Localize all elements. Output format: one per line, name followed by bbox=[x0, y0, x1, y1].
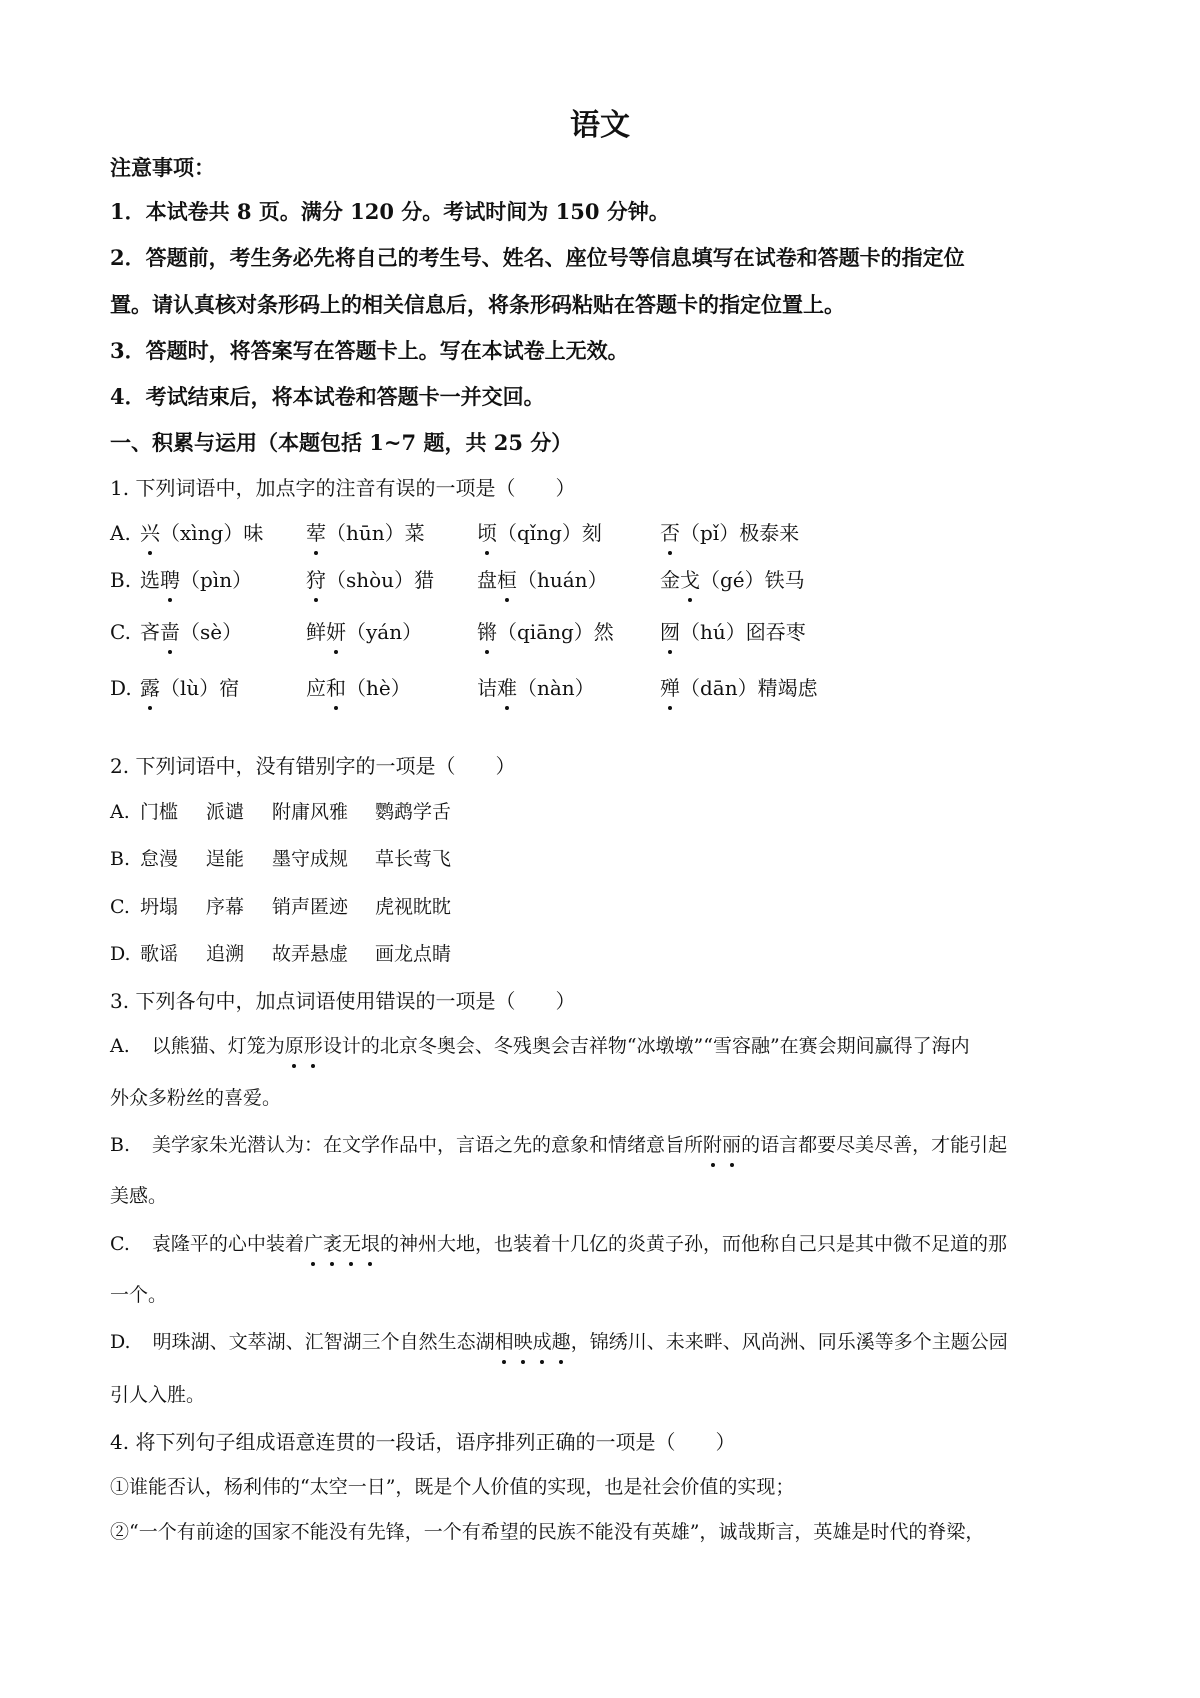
option-word: 顷（qǐng）刻 bbox=[477, 518, 602, 548]
option-label: A. bbox=[110, 801, 130, 823]
option-word: 附庸风雅 bbox=[272, 801, 349, 823]
notice-item-3: 3．答题时，将答案写在答题卡上。写在本试卷上无效。 bbox=[110, 338, 629, 363]
dotted-char bbox=[285, 1035, 323, 1057]
option-word: 画龙点睛 bbox=[375, 943, 452, 965]
option-word: 鲜妍（yán） bbox=[306, 617, 422, 647]
dotted-char: 戈 bbox=[680, 565, 700, 595]
section-heading: 一、积累与运用（本题包括 1~7 题，共 25 分） bbox=[110, 430, 573, 455]
option-label: B. bbox=[110, 1134, 131, 1156]
dotted-char: 荤 bbox=[306, 518, 326, 548]
dotted-char: 垠 bbox=[361, 1229, 380, 1259]
dotted-char: 啬 bbox=[160, 617, 180, 647]
q4-sentence-2: ②“一个有前途的国家不能没有先锋，一个有希望的民族不能没有英雄”，诚哉斯言，英雄是时代的脊梁， bbox=[110, 1521, 985, 1543]
option-word: 盘桓（huán） bbox=[477, 565, 608, 595]
option-word: 虎视眈眈 bbox=[375, 896, 452, 918]
dotted-char: 妍 bbox=[326, 617, 346, 647]
dotted-char: 映 bbox=[514, 1327, 533, 1357]
option-word: 草长莺飞 bbox=[375, 848, 452, 870]
q3-option-d[interactable]: D. 明珠湖、文萃湖、汇智湖三个自然生态湖相映成趣，锦绣川、未来畔、风尚洲、同乐溪等多个主题公园 bbox=[110, 1327, 1008, 1357]
q3-stem: 3. 下列各句中，加点词语使用错误的一项是（ ） bbox=[110, 989, 576, 1013]
option-label: D. bbox=[110, 943, 131, 965]
dotted-char: 丽 bbox=[722, 1130, 741, 1160]
option-word: 怠漫 bbox=[140, 848, 179, 870]
option-word: 故弄悬虚 bbox=[272, 943, 349, 965]
option-word: 金戈（gé）铁马 bbox=[660, 565, 805, 595]
dotted-char: 附 bbox=[703, 1130, 722, 1160]
q3-option-a[interactable]: A. 以熊猫、灯笼为原形设计的北京冬奥会、冬残奥会吉祥物“冰墩墩”“雪容融”在赛会期间赢得了海内 bbox=[110, 1031, 970, 1061]
option-word: 狩（shòu）猎 bbox=[306, 565, 434, 595]
dotted-char: 成 bbox=[533, 1327, 552, 1357]
q3-option-c-cont: 一个。 bbox=[110, 1284, 168, 1306]
dotted-word bbox=[285, 1035, 323, 1057]
option-label: A. bbox=[110, 521, 131, 545]
dotted-char: 锵 bbox=[477, 617, 497, 647]
q3-option-b[interactable]: B. 美学家朱光潜认为：在文学作品中，言语之先的意象和情绪意旨所附丽的语言都要尽美尽善，才能引起 bbox=[110, 1130, 1007, 1160]
option-word: 荤（hūn）菜 bbox=[306, 518, 425, 548]
dotted-word bbox=[304, 1233, 380, 1255]
dotted-char: 趣 bbox=[552, 1327, 571, 1357]
option-word: 诘难（nàn） bbox=[477, 673, 595, 703]
option-label: C. bbox=[110, 896, 130, 918]
q3-option-b-cont: 美感。 bbox=[110, 1185, 168, 1207]
option-word: 殚（dān）精竭虑 bbox=[660, 673, 818, 703]
option-word: 否（pǐ）极泰来 bbox=[660, 518, 799, 548]
dotted-word bbox=[703, 1134, 741, 1156]
q2-stem: 2. 下列词语中，没有错别字的一项是（ ） bbox=[110, 754, 516, 778]
notice-item-2: 2．答题前，考生务必先将自己的考生号、姓名、座位号等信息填写在试卷和答题卡的指定位 bbox=[110, 245, 965, 270]
option-word: 锵（qiāng）然 bbox=[477, 617, 614, 647]
option-label: C. bbox=[110, 620, 131, 644]
dotted-char: 聘 bbox=[160, 565, 180, 595]
notice-item-1: 1．本试卷共 8 页。满分 120 分。考试时间为 150 分钟。 bbox=[110, 199, 670, 224]
q4-stem: 4. 将下列句子组成语意连贯的一段话，语序排列正确的一项是（ ） bbox=[110, 1430, 736, 1454]
notice-item-2-cont: 置。请认真核对条形码上的相关信息后，将条形码粘贴在答题卡的指定位置上。 bbox=[110, 292, 845, 317]
option-word: 囫（hú）囵吞枣 bbox=[660, 617, 806, 647]
dotted-char: 兴 bbox=[140, 518, 160, 548]
dotted-char: 囫 bbox=[660, 617, 680, 647]
dotted-char: 顷 bbox=[477, 518, 497, 548]
q1-stem: 1. 下列词语中，加点字的注音有误的一项是（ ） bbox=[110, 476, 576, 500]
option-word: 吝啬（sè） bbox=[140, 617, 242, 647]
option-word: 选聘（pìn） bbox=[140, 565, 252, 595]
dotted-char: 狩 bbox=[306, 565, 326, 595]
q3-option-a-cont: 外众多粉丝的喜爱。 bbox=[110, 1087, 282, 1109]
notice-item-4: 4．考试结束后，将本试卷和答题卡一并交回。 bbox=[110, 384, 545, 409]
dotted-char: 相 bbox=[495, 1327, 514, 1357]
dotted-char: 广 bbox=[304, 1229, 323, 1259]
option-label: A. bbox=[110, 1035, 130, 1057]
notice-heading: 注意事项： bbox=[110, 155, 215, 180]
option-word: 应和（hè） bbox=[306, 673, 411, 703]
dotted-char: 露 bbox=[140, 673, 160, 703]
option-word: 歌谣 bbox=[140, 943, 179, 965]
option-label: B. bbox=[110, 848, 131, 870]
option-label: D. bbox=[110, 676, 132, 700]
option-label: B. bbox=[110, 568, 132, 592]
dotted-char: 否 bbox=[660, 518, 680, 548]
dotted-char: 无 bbox=[342, 1229, 361, 1259]
dotted-char: 殚 bbox=[660, 673, 680, 703]
option-label: C. bbox=[110, 1233, 130, 1255]
option-word: 追溯 bbox=[206, 943, 245, 965]
option-word: 露（lù）宿 bbox=[140, 673, 239, 703]
option-label: D. bbox=[110, 1331, 131, 1353]
option-word: 逞能 bbox=[206, 848, 245, 870]
option-word: 序幕 bbox=[206, 896, 245, 918]
dotted-char: 难 bbox=[497, 673, 517, 703]
option-word: 鹦鹉学舌 bbox=[375, 801, 452, 823]
page-title: 语文 bbox=[570, 108, 630, 143]
option-word: 销声匿迹 bbox=[272, 896, 349, 918]
dotted-char: 桓 bbox=[497, 565, 517, 595]
dotted-word bbox=[495, 1331, 571, 1353]
q4-sentence-1: ①谁能否认，杨利伟的“太空一日”，既是个人价值的实现，也是社会价值的实现； bbox=[110, 1476, 795, 1498]
dotted-char: 原 bbox=[285, 1031, 304, 1061]
dotted-char: 和 bbox=[326, 673, 346, 703]
q3-option-c[interactable]: C. 袁隆平的心中装着广袤无垠的神州大地，也装着十几亿的炎黄子孙，而他称自己只是其中微不足道的那 bbox=[110, 1229, 1007, 1259]
q3-option-d-cont: 引人入胜。 bbox=[110, 1384, 206, 1406]
option-word: 墨守成规 bbox=[272, 848, 349, 870]
dotted-char: 袤 bbox=[323, 1229, 342, 1259]
dotted-char: 形 bbox=[304, 1031, 323, 1061]
option-word: 坍塌 bbox=[140, 896, 179, 918]
option-word: 派谴 bbox=[206, 801, 245, 823]
option-word: 兴（xìng）味 bbox=[140, 518, 263, 548]
option-word: 门槛 bbox=[140, 801, 179, 823]
